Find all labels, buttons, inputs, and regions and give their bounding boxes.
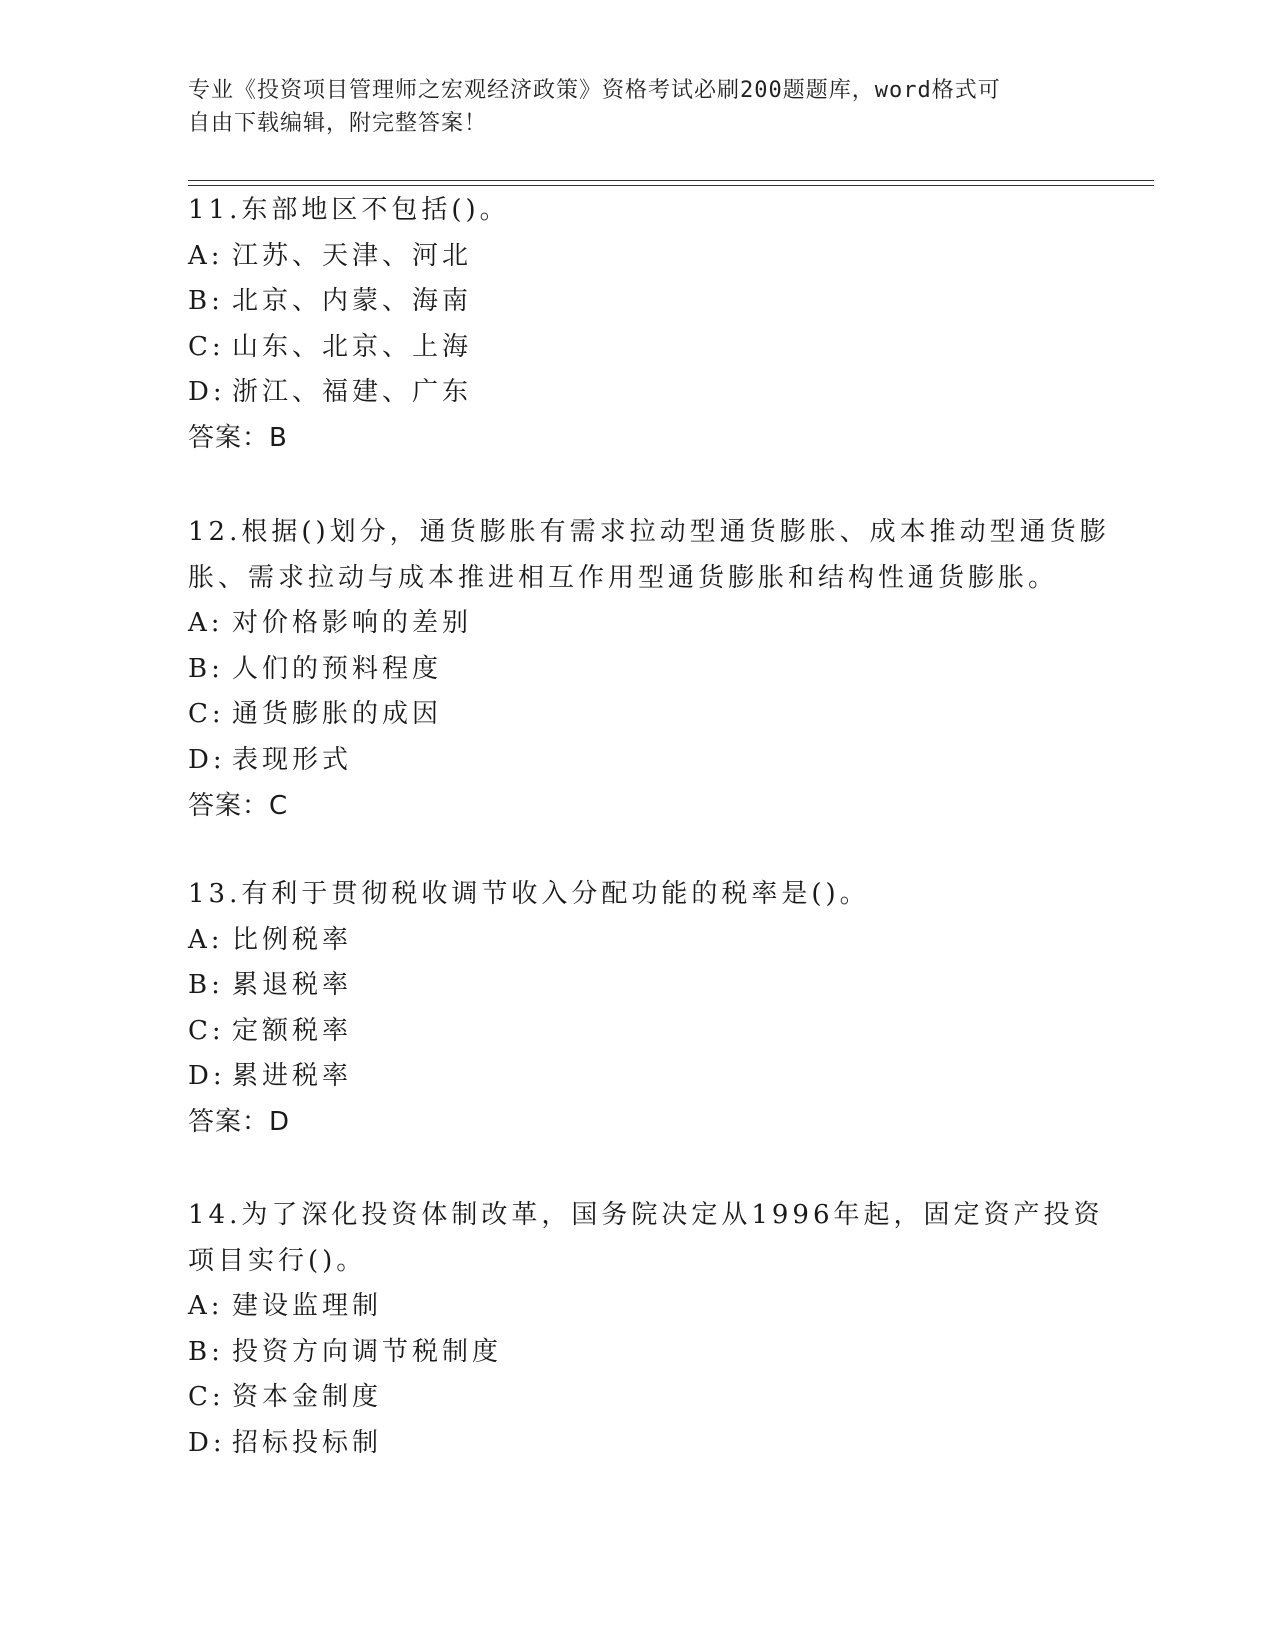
option-text: 投资方向调节税制度	[232, 1336, 503, 1367]
option-letter: B:	[188, 1336, 224, 1367]
option-text: 累退税率	[232, 970, 353, 1001]
option-letter: B:	[188, 653, 224, 684]
option-a	[188, 234, 1088, 280]
option-text: 浙江、福建、广东	[232, 377, 473, 408]
answer-line: 答案：D	[188, 1106, 291, 1137]
option-text: 山东、北京、上海	[232, 331, 473, 362]
option-letter: B:	[188, 970, 224, 1001]
answer-line: 答案：B	[188, 422, 288, 453]
option-text: 通货膨胀的成因	[232, 699, 443, 730]
option-letter: A:	[188, 1291, 224, 1322]
option-a	[188, 918, 1088, 964]
header-line-2: 自由下载编辑，附完整答案！	[188, 111, 488, 136]
option-letter: D:	[188, 1427, 226, 1458]
option-d	[188, 1421, 1088, 1467]
option-letter: C:	[188, 699, 225, 730]
option-d	[188, 1054, 1088, 1100]
question-stem: 11.东部地区不包括()。	[188, 195, 510, 225]
option-c	[188, 325, 1088, 371]
option-letter: C:	[188, 331, 225, 362]
option-letter: D:	[188, 1061, 226, 1092]
option-letter: D:	[188, 377, 226, 408]
header-line-1: 专业《投资项目管理师之宏观经济政策》资格考试必刷200题题库，word格式可	[188, 78, 1001, 103]
question-stem: 12.根据()划分，通货膨胀有需求拉动型通货膨胀、成本推动型通货膨	[188, 517, 1110, 547]
option-c	[188, 1009, 1088, 1055]
option-letter: A:	[188, 924, 224, 955]
option-d	[188, 738, 1088, 784]
question-14	[188, 1193, 1104, 1467]
header-divider-bottom	[188, 185, 1154, 186]
question-stem: 14.为了深化投资体制改革，国务院决定从1996年起，固定资产投资	[188, 1200, 1104, 1230]
answer-line: 答案：C	[188, 790, 289, 821]
option-text: 定额税率	[232, 1015, 353, 1046]
question-12	[188, 510, 1110, 829]
header-divider-top	[188, 180, 1154, 181]
option-text: 资本金制度	[232, 1382, 383, 1413]
option-b	[188, 1330, 1088, 1376]
option-text: 比例税率	[232, 924, 353, 955]
option-text: 累进税率	[232, 1061, 353, 1092]
option-letter: D:	[188, 744, 226, 775]
question-stem-continued: 胀、需求拉动与成本推进相互作用型通货膨胀和结构性通货膨胀。	[188, 562, 1059, 593]
option-letter: A:	[188, 608, 224, 639]
option-c	[188, 1375, 1088, 1421]
question-stem: 13.有利于贯彻税收调节收入分配功能的税率是()。	[188, 879, 870, 909]
option-letter: A:	[188, 240, 224, 271]
document-header	[188, 74, 1068, 140]
option-a	[188, 601, 1088, 647]
option-b	[188, 279, 1088, 325]
question-13	[188, 872, 1088, 1146]
question-stem-continued: 项目实行()。	[188, 1245, 367, 1276]
option-text: 人们的预料程度	[232, 653, 443, 684]
option-b	[188, 647, 1088, 693]
option-letter: B:	[188, 286, 224, 317]
question-11	[188, 188, 1088, 462]
option-c	[188, 692, 1088, 738]
option-text: 对价格影响的差别	[232, 608, 473, 639]
option-text: 江苏、天津、河北	[232, 240, 473, 271]
option-letter: C:	[188, 1382, 225, 1413]
option-b	[188, 963, 1088, 1009]
option-a	[188, 1284, 1088, 1330]
option-text: 表现形式	[232, 744, 353, 775]
option-d	[188, 370, 1088, 416]
option-text: 招标投标制	[232, 1427, 383, 1458]
option-text: 建设监理制	[232, 1291, 383, 1322]
option-letter: C:	[188, 1015, 225, 1046]
option-text: 北京、内蒙、海南	[232, 286, 473, 317]
